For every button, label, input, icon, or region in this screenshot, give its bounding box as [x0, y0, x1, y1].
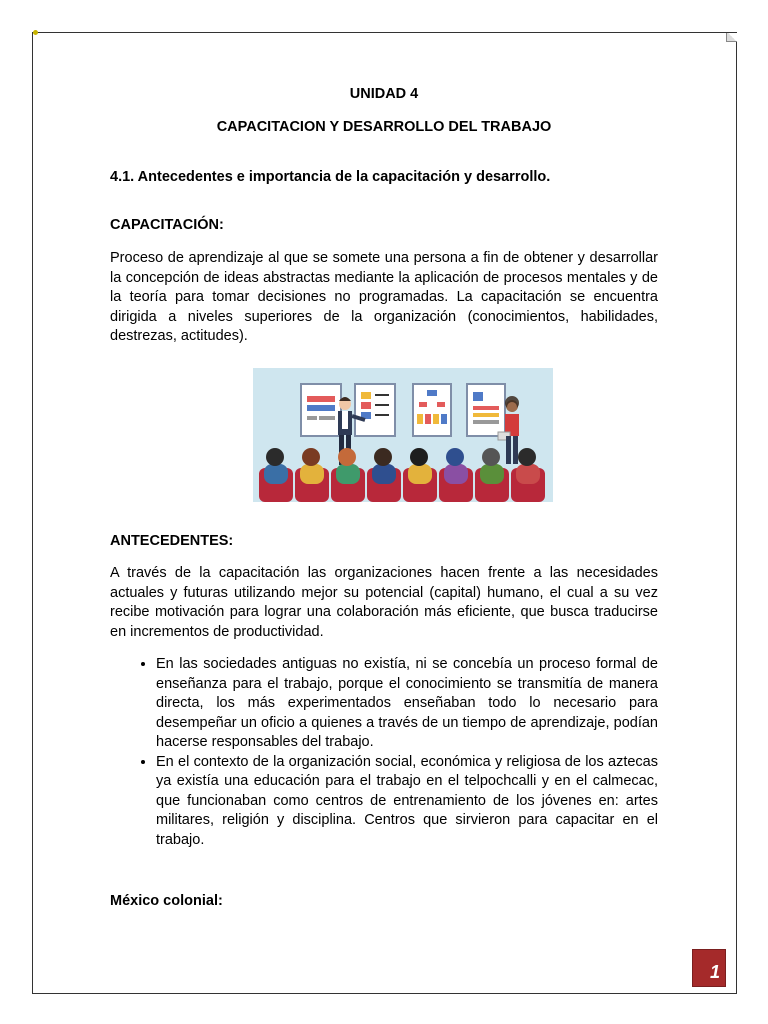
capacitacion-paragraph-block — [110, 249, 658, 347]
antecedentes-paragraph-block — [110, 564, 658, 642]
antecedentes-heading: ANTECEDENTES: — [110, 533, 234, 549]
presentation-board-2 — [355, 384, 395, 436]
capacitacion-heading: CAPACITACIÓN: — [110, 217, 224, 233]
training-illustration — [253, 368, 553, 502]
presentation-board-3 — [413, 384, 451, 436]
unit-subtitle: CAPACITACION Y DESARROLLO DEL TRABAJO — [216, 119, 552, 135]
antecedentes-paragraph: A través de la capacitación las organizaciones hacen frente a las necesidades actuales y futuras utilizando mejor su potencial (capital) humano, el cual a su vez recibe motivación para lograr una colaboración más eficiente, que busca traducirse en incrementos de productividad. — [110, 565, 658, 640]
capacitacion-paragraph: Proceso de aprendizaje al que se somete una persona a fin de obtener y desarrollar la concepción de ideas abstractas mediante la aplicación de procesos mentales y de la teoría para tomar decisiones no programadas. La capacitación se encuentra dirigida a niveles superiores de la organización (conocimientos, habilidades, destrezas, actitudes). — [110, 250, 658, 344]
page-number: 1 — [692, 949, 726, 987]
presentation-board-1 — [301, 384, 341, 436]
mexico-colonial-heading: México colonial: — [110, 893, 223, 909]
training-illustration-svg — [253, 368, 553, 502]
page-fold-icon — [726, 33, 737, 42]
list-item: • En el contexto de la organización social, económica y religiosa de los aztecas ya existía una educación para el trabajo en el telpochcalli y en el calmecac, que funcionaban como centros de entrenamiento de los jóvenes en: artes militares, religión y disciplina. Centros que sirvieron para capacitar en el trabajo. — [156, 753, 658, 851]
unit-title: UNIDAD 4 — [349, 86, 419, 102]
presentation-board-4 — [467, 384, 505, 436]
antecedentes-bullet-list — [110, 655, 658, 850]
list-item: • En las sociedades antiguas no existía, ni se concebía un proceso formal de enseñanza para el trabajo, porque el conocimiento se transmitía de manera directa, los más experimentados enseñaban todo lo necesario para desempeñar un oficio a quienes a través de un tiempo de aprendizaje, podían hacerse responsables del trabajo. — [156, 655, 658, 753]
corner-marker — [33, 30, 38, 35]
section-title: 4.1. Antecedentes e importancia de la capacitación y desarrollo. — [110, 169, 551, 185]
